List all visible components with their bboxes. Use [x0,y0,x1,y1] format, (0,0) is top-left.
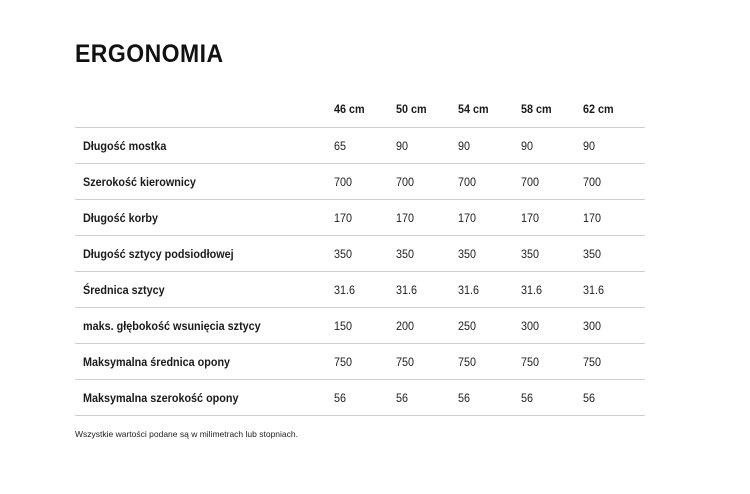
row-value: 56 [396,380,458,416]
row-value: 750 [396,344,458,380]
header-row [75,90,645,128]
table-row [75,272,645,308]
table-row [75,308,645,344]
row-value: 700 [458,164,520,200]
table-row [75,344,645,380]
table-body [75,128,645,416]
row-value: 170 [521,200,583,236]
row-value: 700 [583,164,645,200]
row-value: 350 [334,236,396,272]
row-value: 700 [521,164,583,200]
row-value: 300 [583,308,645,344]
row-value: 350 [396,236,458,272]
row-value: 250 [458,308,520,344]
row-value: 750 [583,344,645,380]
footnote: Wszystkie wartości podane są w milimetrach lub stopniach. [75,429,298,439]
row-value: 90 [583,128,645,164]
row-value: 300 [521,308,583,344]
row-value: 31.6 [583,272,645,308]
table-row [75,200,645,236]
row-value: 750 [521,344,583,380]
size-header-50: 50 cm [396,90,458,128]
row-value: 31.6 [458,272,520,308]
table-header [75,90,645,128]
row-value: 350 [458,236,520,272]
row-value: 170 [396,200,458,236]
row-value: 350 [521,236,583,272]
table-row [75,380,645,416]
size-header-58: 58 cm [521,90,583,128]
row-value: 170 [458,200,520,236]
size-header-54: 54 cm [458,90,520,128]
row-value: 31.6 [334,272,396,308]
ergonomics-table [75,90,645,416]
header-empty-cell [75,90,334,128]
size-header-62: 62 cm [583,90,645,128]
row-value: 700 [334,164,396,200]
row-value: 700 [396,164,458,200]
row-label: Szerokość kierownicy [75,164,334,200]
row-value: 56 [458,380,520,416]
row-label: Średnica sztycy [75,272,334,308]
row-value: 56 [334,380,396,416]
row-value: 200 [396,308,458,344]
row-value: 90 [458,128,520,164]
row-value: 90 [396,128,458,164]
row-value: 65 [334,128,396,164]
row-label: Maksymalna średnica opony [75,344,334,380]
table-row [75,164,645,200]
row-label: Długość mostka [75,128,334,164]
row-value: 350 [583,236,645,272]
row-value: 56 [521,380,583,416]
row-label: Długość korby [75,200,334,236]
row-value: 170 [334,200,396,236]
row-value: 170 [583,200,645,236]
size-header-46: 46 cm [334,90,396,128]
page-title: ERGONOMIA [75,40,224,68]
row-value: 31.6 [521,272,583,308]
table-row [75,236,645,272]
table-row [75,128,645,164]
row-value: 90 [521,128,583,164]
row-label: Długość sztycy podsiodłowej [75,236,334,272]
row-value: 56 [583,380,645,416]
row-label: Maksymalna szerokość opony [75,380,334,416]
row-label: maks. głębokość wsunięcia sztycy [75,308,334,344]
row-value: 750 [334,344,396,380]
row-value: 750 [458,344,520,380]
row-value: 150 [334,308,396,344]
row-value: 31.6 [396,272,458,308]
